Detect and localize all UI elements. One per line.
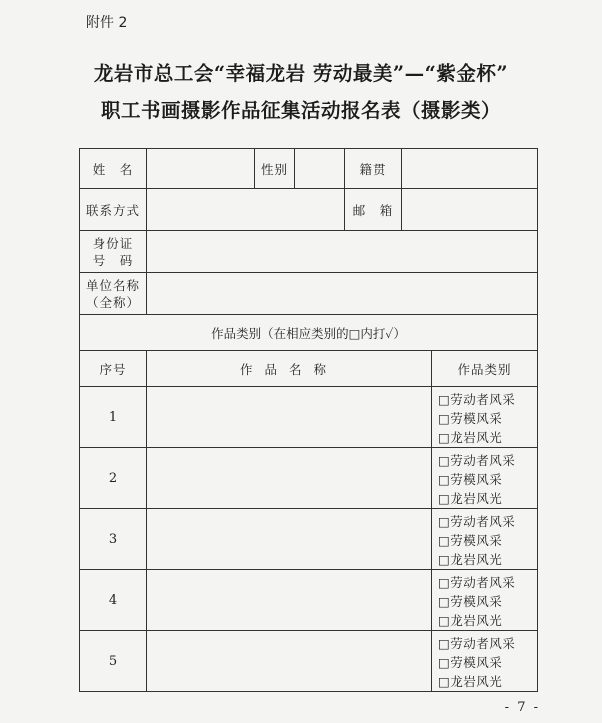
gender-label: 性别	[255, 149, 295, 189]
postcode-field[interactable]	[402, 189, 538, 231]
unit-label-line-1: 单位名称	[85, 277, 140, 293]
col-header-category: 作品类别	[432, 351, 538, 387]
id-label-line-2: 号 码	[92, 252, 134, 268]
row-id	[80, 231, 538, 273]
category-checkbox-scenery[interactable]: □龙岩风光	[438, 551, 503, 567]
category-options	[432, 448, 538, 509]
category-checkbox-labor[interactable]: □劳动者风采	[438, 513, 516, 529]
native-place-field[interactable]	[402, 149, 538, 189]
table-row	[80, 448, 538, 509]
category-checkbox-labor[interactable]: □劳动者风采	[438, 391, 516, 407]
category-checkbox-model-worker[interactable]: □劳模风采	[438, 593, 503, 609]
postcode-label: 邮 箱	[345, 189, 402, 231]
work-name-field[interactable]	[147, 631, 432, 692]
category-checkbox-labor[interactable]: □劳动者风采	[438, 452, 516, 468]
category-instruction: 作品类别（在相应类别的□内打✓）	[80, 315, 538, 351]
page-number: - 7 -	[504, 700, 540, 715]
table-row	[80, 509, 538, 570]
id-label-line-1: 身份证	[92, 235, 134, 251]
category-checkbox-scenery[interactable]: □龙岩风光	[438, 673, 503, 689]
title-line-1: 龙岩市总工会“幸福龙岩 劳动最美”—“紫金杯”	[93, 62, 509, 85]
name-label: 姓 名	[80, 149, 147, 189]
unit-label	[80, 273, 147, 315]
work-name-field[interactable]	[147, 509, 432, 570]
category-checkbox-model-worker[interactable]: □劳模风采	[438, 532, 503, 548]
category-checkbox-labor[interactable]: □劳动者风采	[438, 574, 516, 590]
work-name-field[interactable]	[147, 387, 432, 448]
col-header-work-name: 作品名称	[147, 351, 432, 387]
category-options	[432, 387, 538, 448]
table-row	[80, 631, 538, 692]
row-number: 4	[80, 570, 147, 631]
row-number: 2	[80, 448, 147, 509]
category-options	[432, 570, 538, 631]
row-number: 5	[80, 631, 147, 692]
unit-label-line-2: （全称）	[85, 294, 140, 310]
contact-label: 联系方式	[80, 189, 147, 231]
category-checkbox-labor[interactable]: □劳动者风采	[438, 635, 516, 651]
work-name-field[interactable]	[147, 570, 432, 631]
col-header-no: 序号	[80, 351, 147, 387]
table-row	[80, 387, 538, 448]
id-field[interactable]	[147, 231, 538, 273]
category-options	[432, 631, 538, 692]
category-checkbox-scenery[interactable]: □龙岩风光	[438, 612, 503, 628]
category-checkbox-scenery[interactable]: □龙岩风光	[438, 429, 503, 445]
title-line-2: 职工书画摄影作品征集活动报名表（摄影类）	[100, 99, 501, 122]
category-checkbox-model-worker[interactable]: □劳模风采	[438, 654, 503, 670]
category-checkbox-model-worker[interactable]: □劳模风采	[438, 410, 503, 426]
row-basic-info	[80, 149, 538, 189]
row-contact	[80, 189, 538, 231]
row-category-instruction	[80, 315, 538, 351]
category-options	[432, 509, 538, 570]
row-number: 1	[80, 387, 147, 448]
row-unit	[80, 273, 538, 315]
contact-field[interactable]	[147, 189, 345, 231]
native-place-label: 籍贯	[345, 149, 402, 189]
attachment-label: 附件 2	[86, 15, 128, 31]
registration-form-table	[79, 148, 538, 692]
category-checkbox-scenery[interactable]: □龙岩风光	[438, 490, 503, 506]
category-checkbox-model-worker[interactable]: □劳模风采	[438, 471, 503, 487]
work-name-field[interactable]	[147, 448, 432, 509]
name-field[interactable]	[147, 149, 255, 189]
table-row	[80, 570, 538, 631]
gender-field[interactable]	[295, 149, 345, 189]
row-number: 3	[80, 509, 147, 570]
id-label	[80, 231, 147, 273]
row-column-headers	[80, 351, 538, 387]
unit-field[interactable]	[147, 273, 538, 315]
